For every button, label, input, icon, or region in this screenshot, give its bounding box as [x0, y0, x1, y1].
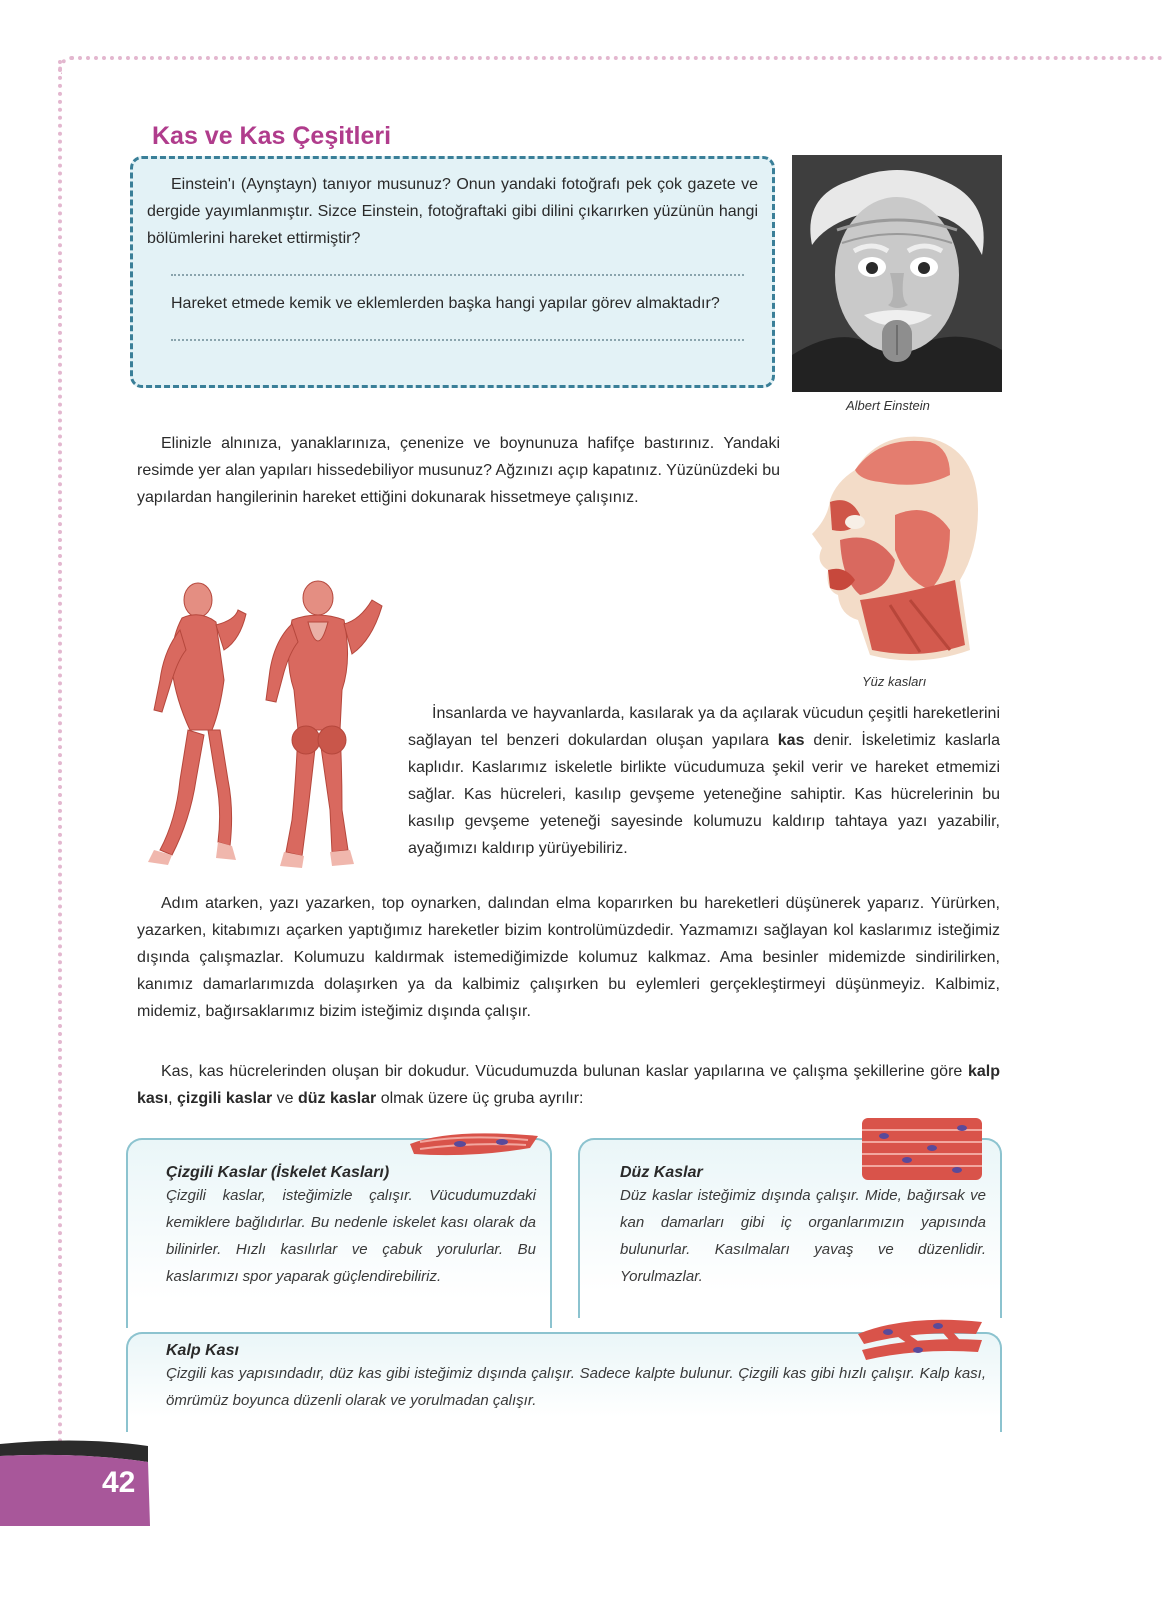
- term-cizgili-kaslar: çizgili kaslar: [177, 1090, 273, 1107]
- smooth-muscle-text: Düz kaslar isteğimiz dışında çalışır. Mide, bağırsak ve kan damarları gibi iç organlarımızın yapısında bulunurlar. Kasılmaları yavaş ve düzenlidir. Yorulmazlar.: [620, 1187, 986, 1285]
- kas-definition-paragraph: [408, 700, 1000, 862]
- question-box: [130, 156, 775, 388]
- cardiac-tissue-image: [858, 1314, 984, 1362]
- answer-line-1: [171, 258, 744, 276]
- page-number: 42: [102, 1466, 136, 1499]
- kas-term: kas: [777, 732, 805, 749]
- cardiac-muscle-text: Çizgili kas yapısındadır, düz kas gibi isteğimiz dışında çalışır. Sadece kalpte bulunur. Çizgili kas gibi hızlı çalışır. Kalp kası, ömrümüz boyunca düzenli olarak ve yorulmadan çalışır.: [166, 1365, 986, 1409]
- types-paragraph-before: Kas, kas hücrelerinden oluşan bir dokudur. Vücudumuzda bulunan kaslar yapılarına ve çalışma şekillerine göre: [161, 1063, 968, 1080]
- face-paragraph: Elinizle alnınıza, yanaklarınıza, çenenize ve boynunuza hafifçe bastırınız. Yandaki resimde yer alan yapıları hissedebiliyor musunuz? Ağzınızı açıp kapatınız. Yüzünüzdeki bu yapılardan hangilerinin hareket ettiğini dokunarak hissetmeye çalışınız.: [137, 435, 780, 506]
- body-muscles-illustration: [120, 580, 410, 870]
- types-separator-2: ve: [272, 1090, 298, 1107]
- kas-paragraph-before: İnsanlarda ve hayvanlarda, kasılarak ya da açılarak vücudun çeşitli hareketlerini sağlayan tel benzeri dokulardan oluşan yapılara: [408, 705, 1000, 749]
- question-2: Hareket etmede kemik ve eklemlerden başka hangi yapılar görev almaktadır?: [171, 295, 720, 312]
- face-muscles-illustration: [800, 430, 985, 670]
- smooth-muscle-title: Düz Kaslar: [620, 1164, 703, 1181]
- striated-muscle-text: Çizgili kaslar, isteğimizle çalışır. Vücudumuzdaki kemiklere bağlıdırlar. Bu nedenle iskelet kası olarak da bilinirler. Hızlı kasılırlar ve çabuk yorulurlar. Bu kaslarımızı spor yaparak güçlendirebiliriz.: [166, 1187, 536, 1285]
- cardiac-muscle-title: Kalp Kası: [166, 1342, 239, 1359]
- einstein-caption: Albert Einstein: [846, 398, 930, 413]
- striated-tissue-image: [410, 1122, 540, 1162]
- section-title: Kas ve Kas Çeşitleri: [152, 122, 392, 150]
- kas-paragraph-after: denir. İskeletimiz kaslarla kaplıdır. Kaslarımız iskeletle birlikte vücudumuza şekil verir ve hareket etmemizi sağlar. Kas hücreleri, kasılıp gevşeme yeteneğine sahiptir. Kas hücrelerinin bu kasılıp gevşeme yeteneği sayesinde kolumuzu kaldırıp tahtaya yazı yazabilir, ayağımızı kaldırıp yürüyebiliriz.: [408, 732, 1000, 857]
- term-duz-kaslar: düz kaslar: [298, 1090, 377, 1107]
- term-kalp-kasi: kalp kası: [137, 1063, 1000, 1107]
- types-paragraph-after: olmak üzere üç gruba ayrılır:: [376, 1090, 584, 1107]
- question-1: Einstein'ı (Aynştayn) tanıyor musunuz? Onun yandaki fotoğrafı pek çok gazete ve dergide yayımlanmıştır. Sizce Einstein, fotoğraftaki gibi dilini çıkarırken yüzünün hangi bölümlerini hareket ettirmiştir?: [147, 176, 758, 247]
- einstein-photo: [792, 155, 1002, 392]
- types-separator-1: ,: [168, 1090, 178, 1107]
- answer-line-2: [171, 323, 744, 341]
- movement-paragraph: Adım atarken, yazı yazarken, top oynarken, dalından elma koparırken bu hareketleri düşünerek yaparız. Yürürken, yazarken, kitabımızı açarken yaptığımız hareketler bizim kontrolümüzdedir. Yazmamızı sağlayan kol kaslarımız isteğimiz dışında çalışmazlar. Kolumuzu kaldırmak istemediğimizde kolumuz kalkmaz. Ama besinler midemizde sindirilirken, kanımız damarlarımızda dolaşırken ya da kalbimiz çalışırken bu eylemleri gerçekleştirmeyi düşünmeyiz. Kalbimiz, midemiz, bağırsaklarımız bizim isteğimiz dışında çalışır.: [137, 895, 1000, 1020]
- striated-muscle-title: Çizgili Kaslar (İskelet Kasları): [166, 1164, 390, 1181]
- face-caption: Yüz kasları: [862, 674, 927, 689]
- smooth-tissue-image: [862, 1118, 982, 1180]
- muscle-types-paragraph: [137, 1058, 1000, 1112]
- frame-top-border: [70, 56, 1163, 60]
- striated-muscle-box: [126, 1138, 552, 1328]
- frame-left-border: [58, 60, 62, 1460]
